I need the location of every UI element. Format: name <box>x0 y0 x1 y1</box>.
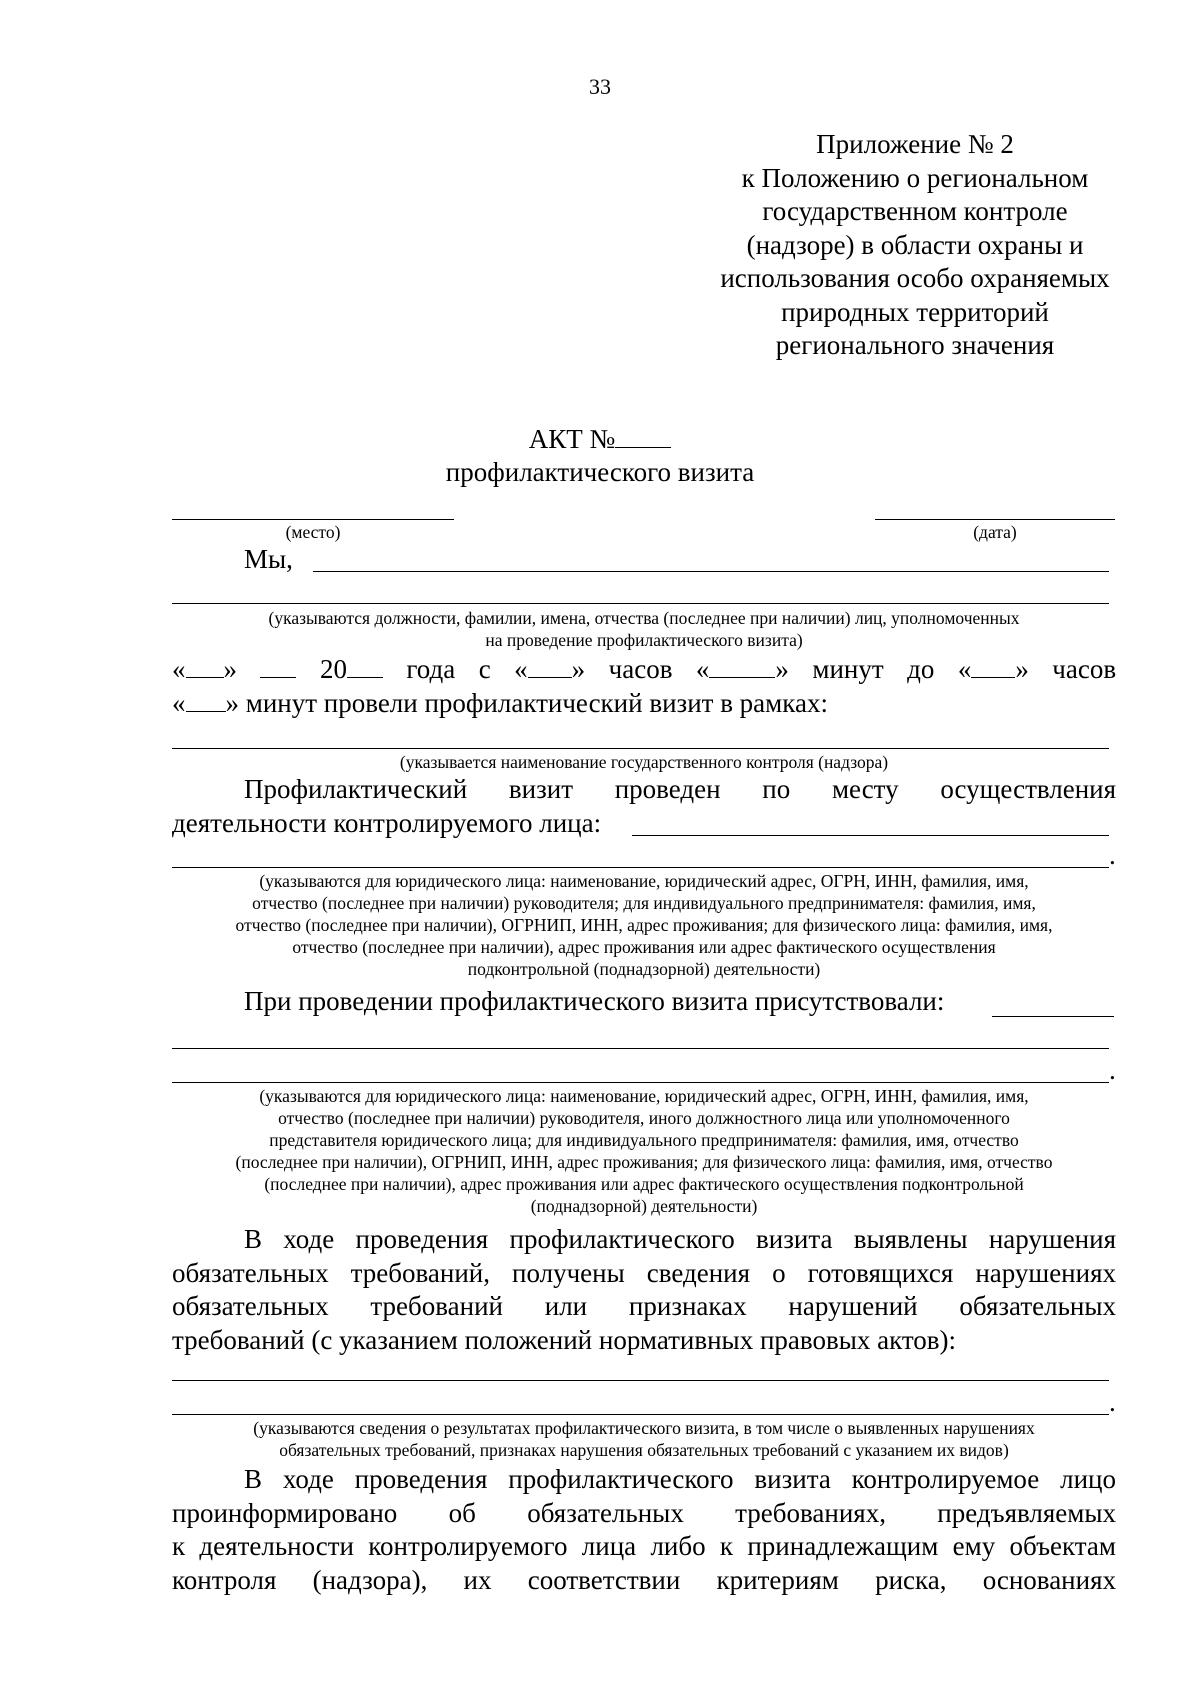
note-line: (поднадзорной) деятельности) <box>530 1196 758 1216</box>
act-subtitle: профилактического визита <box>445 457 755 487</box>
word: проведен <box>614 774 721 804</box>
present-paragraph-text: При проведении профилактического визита присутствовали: <box>244 986 945 1016</box>
hours-word: часов <box>608 654 673 684</box>
time-line <box>172 653 1116 720</box>
appendix-line: к Положению о региональном <box>741 162 1089 193</box>
present-paragraph-line <box>172 985 1116 1019</box>
date-label: (дата) <box>973 522 1017 542</box>
end-minutes-blank <box>186 689 226 712</box>
year-prefix: 20 <box>319 654 347 684</box>
year-word: года с <box>406 654 491 684</box>
note-line: на проведение профилактического визита) <box>485 630 803 650</box>
month-blank <box>260 655 296 678</box>
paragraph-line: обязательных требований, получены сведения о готовящихся нарушениях <box>172 1257 1116 1288</box>
we-blank-line <box>313 571 1109 572</box>
violations-paragraph <box>172 1223 1116 1357</box>
note-line: (последнее при наличии), ОГРНИП, ИНН, адрес проживания; для физического лица: фамилия, имя, отчество <box>235 1152 1053 1172</box>
note-line: (последнее при наличии), адрес проживания или адрес фактического осуществления подконтрольной <box>264 1174 1024 1194</box>
note-line: представителя юридического лица; для индивидуального предпринимателя: фамилия, имя, отчество <box>269 1130 1019 1150</box>
note-line: (указываются должности, фамилии, имена, отчества (последнее при наличии) лиц, уполномоченных <box>268 608 1020 628</box>
day-blank <box>186 655 224 678</box>
place-paragraph-text: деятельности контролируемого лица: <box>172 807 602 838</box>
word: Профилактический <box>244 774 468 804</box>
act-number-blank <box>615 425 671 448</box>
place-label: (место) <box>285 522 341 542</box>
word: по <box>762 774 791 804</box>
quote-open: « <box>695 654 710 684</box>
officials-note <box>172 607 1116 651</box>
note-line: отчество (последнее при наличии), адрес проживания или адрес фактического осуществления <box>292 937 996 957</box>
paragraph-line: В ходе проведения профилактического визита контролируемое лицо <box>244 1464 1116 1494</box>
paragraph-line: проинформировано об обязательных требованиях, предъявляемых <box>172 1497 1116 1528</box>
control-note: (указывается наименование государственного контроля (надзора) <box>399 752 889 772</box>
time-line-tail: минут провели профилактический визит в рамках: <box>245 687 828 718</box>
quote-close: » <box>571 654 586 684</box>
paragraph-line: требований (с указанием положений нормативных правовых актов): <box>172 1324 957 1355</box>
quote-close: » <box>223 654 237 684</box>
note-line: (указываются сведения о результатах профилактического визита, в том числе о выявленных нарушениях <box>253 1418 1035 1438</box>
note-line: отчество (последнее при наличии), ОГРНИП, ИНН, адрес проживания; для физического лица: фамилия, имя, <box>235 915 1053 935</box>
appendix-line: природных территорий <box>781 296 1049 327</box>
place-paragraph <box>172 773 1116 840</box>
hours-word: часов <box>1052 654 1117 684</box>
control-type-line <box>172 748 1109 749</box>
quote-open: « <box>957 654 972 684</box>
violations-line-2 <box>172 1414 1109 1415</box>
page-number: 33 <box>589 74 611 99</box>
quote-close: » <box>1015 654 1029 684</box>
word: визит <box>508 774 573 804</box>
period: . <box>1109 1387 1116 1417</box>
present-note <box>172 1085 1116 1217</box>
present-paragraph <box>172 985 1116 1019</box>
word: осуществления <box>940 774 1117 804</box>
quote-open: « <box>514 654 528 684</box>
start-minutes-blank <box>709 655 775 678</box>
place-paragraph-line-1 <box>172 773 1116 807</box>
present-line-3 <box>172 1082 1109 1083</box>
quote-open: « <box>172 687 186 718</box>
appendix-line: (надзоре) в области охраны и <box>746 229 1084 260</box>
paragraph-line: В ходе проведения профилактического визита выявлены нарушения <box>244 1224 1116 1254</box>
paragraph-line: обязательных требований или признаках нарушений обязательных <box>172 1291 1116 1321</box>
word: месту <box>831 774 899 804</box>
results-note <box>172 1417 1116 1461</box>
note-line: подконтрольной (поднадзорной) деятельности) <box>467 959 821 979</box>
officials-line <box>172 603 1109 604</box>
appendix-line: использования особо охраняемых <box>720 263 1110 293</box>
violations-line-1 <box>172 1380 1109 1381</box>
appendix-line: государственном контроле <box>762 196 1068 226</box>
date-line <box>875 519 1115 520</box>
minutes-until-word: минут до <box>812 654 935 684</box>
note-line: (указываются для юридического лица: наименование, юридический адрес, ОГРН, ИНН, фамилия, имя, <box>259 871 1029 891</box>
activity-place-line-2 <box>172 867 1109 868</box>
quote-open: « <box>172 654 186 684</box>
note-line: отчество (последнее при наличии) руководителя; для индивидуального предпринимателя: фамилия, имя, <box>252 893 1036 913</box>
controlled-person-note <box>172 870 1116 980</box>
act-title <box>0 424 1200 455</box>
period: . <box>1109 840 1116 870</box>
note-line: отчество (последнее при наличии) руководителя, иного должностного лица или уполномоченного <box>278 1108 1010 1128</box>
period: . <box>1109 1055 1116 1085</box>
start-hours-blank <box>528 655 572 678</box>
time-line-row-2 <box>172 687 1116 721</box>
time-line-row-1 <box>172 653 1116 687</box>
appendix-heading <box>690 128 1140 363</box>
present-line-1 <box>992 1016 1114 1017</box>
activity-place-line <box>632 835 1109 836</box>
act-number-label: АКТ № <box>528 424 616 454</box>
paragraph-line: к деятельности контролируемого лица либо к принадлежащим ему объектам <box>172 1531 1116 1561</box>
quote-close: » <box>225 687 239 718</box>
note-line: (указываются для юридического лица: наименование, юридический адрес, ОГРН, ИНН, фамилия, имя, <box>259 1086 1029 1106</box>
note-line: обязательных требований, признаках нарушения обязательных требований с указанием их видов) <box>279 1440 1009 1460</box>
year-blank <box>347 655 383 678</box>
appendix-line: Приложение № 2 <box>816 129 1014 159</box>
end-hours-blank <box>971 655 1015 678</box>
informed-paragraph <box>172 1463 1116 1597</box>
appendix-line: регионального значения <box>775 330 1055 360</box>
quote-close: » <box>775 654 789 684</box>
place-line <box>172 519 454 520</box>
we-label: Мы, <box>244 544 293 574</box>
paragraph-line: контроля (надзора), их соответствии критериям риска, основаниях <box>172 1564 1116 1595</box>
present-line-2 <box>172 1048 1109 1049</box>
